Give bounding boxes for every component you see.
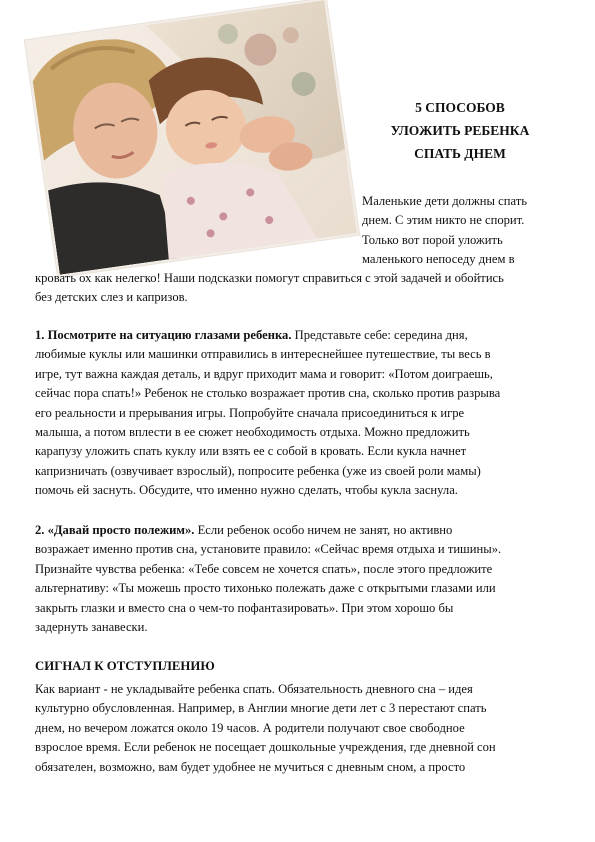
section-line: Как вариант - не укладывайте ребенка спать. Обязательность дневного сна – идея (35, 682, 473, 696)
mother-child-photo (25, 0, 359, 277)
section-line: днем, но вечером ложатся около 19 часов. А родители получают свое свободное (35, 720, 465, 735)
title-line-2: УЛОЖИТЬ РЕБЕНКА (390, 123, 530, 138)
tip-2-heading: 2. «Давай просто полежим». (35, 523, 195, 537)
tip-2-text: Если ребенок особо ничем не занят, но активно (194, 523, 453, 537)
tip-1-line: сейчас пора спать!» Ребенок не столько возражает против сна, сколько против разрыва (35, 386, 501, 401)
tip-1-text: Представьте себе: середина дня, (291, 328, 468, 342)
intro-line: без детских слез и капризов. (35, 290, 188, 305)
tip-1-heading: 1. Посмотрите на ситуацию глазами ребенка. (35, 328, 292, 342)
intro-line: днем. С этим никто не спорит. (362, 213, 525, 228)
tip-2-paragraph (35, 521, 560, 637)
tip-1-line: игре, тут важна каждая деталь, и вдруг приходит мама и говорит: «Потом доиграешь, (35, 366, 493, 381)
tip-1-line: карапузу уложить спать куклу или взять ее с собой в кровать. Если кукла начнет (35, 444, 467, 459)
title-line-3: СПАТЬ ДНЕМ (414, 146, 506, 161)
tip-2-line: задернуть занавески. (35, 620, 148, 635)
section-paragraph (35, 680, 560, 777)
tip-1-line: помочь ей заснуть. Обсудите, что именно нужно сделать, чтобы кукла заснула. (35, 483, 458, 498)
intro-line: кровать ох как нелегко! Наши подсказки помогут справиться с этой задачей и обойтись (35, 271, 504, 285)
intro-line: Только вот порой уложить (362, 232, 503, 247)
tip-1-line: любимые куклы или машинки отправились в интереснейшее путешествие, ты весь в (35, 347, 491, 362)
tip-2-line: Признайте чувства ребенка: «Тебе совсем не хочется спать», после этого предложите (35, 561, 493, 576)
section-line: обязателен, возможно, вам будет удобнее не мучиться с дневным сном, а просто (35, 759, 466, 774)
tip-1-paragraph (35, 326, 560, 501)
tip-2-line: возражает именно против сна, установите правило: «Сейчас время отдыха и тишины». (35, 542, 502, 557)
section-line: культурно обусловленная. Например, в Англии многие дети лет с 3 перестают спать (35, 701, 487, 716)
tip-1-line: малыша, а потом вплести в ее сюжет необходимость отдыха. Можно предложить (35, 425, 470, 440)
sleeping-mother-child-image (27, 0, 357, 274)
title-line-1: 5 СПОСОБОВ (415, 100, 505, 115)
tip-2-line: закрыть глазки и вместо сна о чем-то пофантазировать». При этом хорошо бы (35, 600, 454, 615)
intro-line: Маленькие дети должны спать (362, 194, 527, 208)
intro-line: маленького непоседу днем в (362, 252, 515, 267)
article-title (365, 96, 555, 165)
section-heading: СИГНАЛ К ОТСТУПЛЕНИЮ (35, 659, 215, 673)
tip-1-line: его реальности и прерывания игры. Попробуйте сначала присоединиться к игре (35, 405, 465, 420)
tip-1-line: капризничать (озвучивает взрослый), попросите ребенка (уже из своей роли мамы) (35, 463, 481, 478)
tip-2-line: альтернативу: «Ты можешь просто тихонько полежать даже с открытыми глазами или (35, 581, 496, 596)
section-line: взрослое время. Если ребенок не посещает дошкольные учреждения, где дневной сон (35, 740, 496, 755)
